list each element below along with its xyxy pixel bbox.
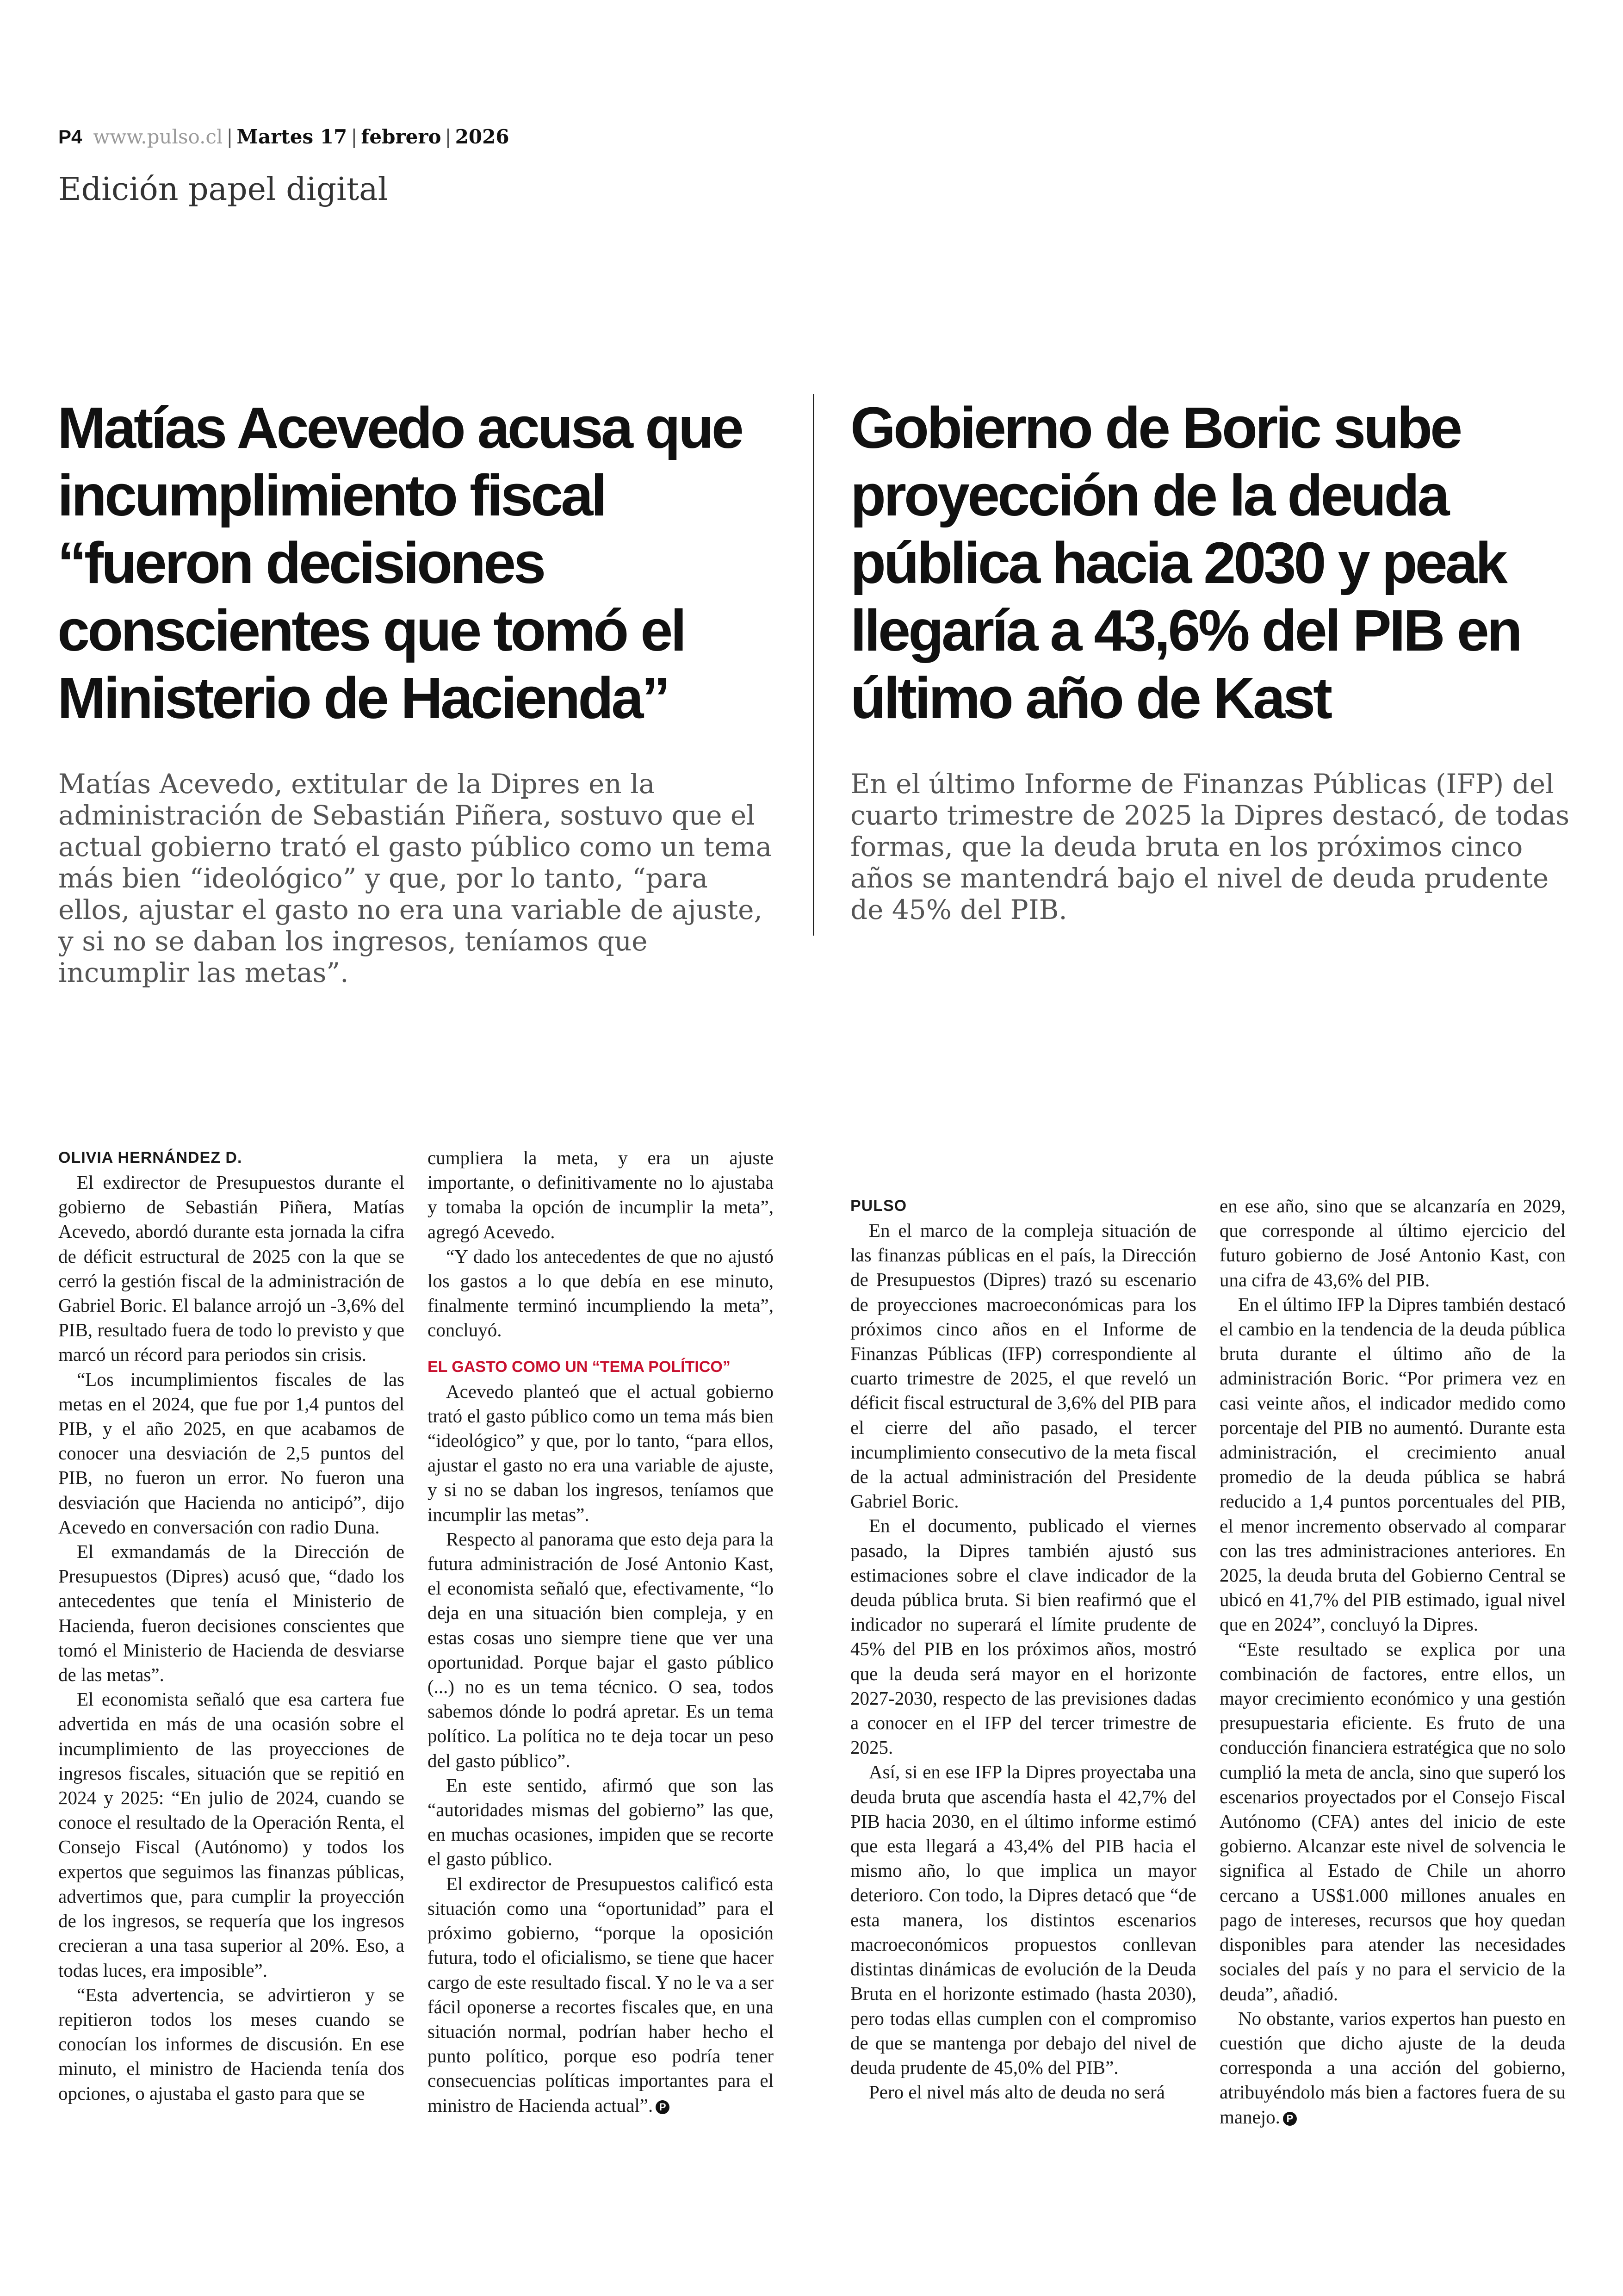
edition-label: Edición papel digital xyxy=(58,171,388,208)
paragraph: El exdirector de Presupuestos durante el gobierno de Sebastián Piñera, Matías Acevedo, abordó durante esta jornada la cifra de déficit estructural de 2025 con la que se cerró la gestión fiscal de la administración de Gabriel Boric. El balance arrojó un -3,6% del PIB, resultado fuera de todo lo previsto y que marcó un récord para periodos sin crisis. xyxy=(58,1172,404,1365)
paragraph: En el documento, publicado el viernes pasado, la Dipres también ajustó sus estimaciones sobre el clave indicador de la deuda pública bruta. Si bien reafirmó que el indicador no superará el límite prudente de 45% del PIB en los próximos años, mostró que la deuda será mayor en el horizonte 2027-2030, respecto de las previsiones dadas a conocer en el IFP del tercer trimestre de 2025. xyxy=(850,1515,1196,1758)
right-article-column-2 xyxy=(1220,1194,1566,2129)
end-mark-icon: P xyxy=(656,2100,669,2114)
date-year: 2026 xyxy=(455,125,509,148)
paragraph-text: El exdirector de Presupuestos calificó esta situación como una “oportunidad” para el próximo gobierno, “porque la oposición futura, todo el oficialismo, se tiene que hacer cargo de este resultado fiscal. Y no le va a ser fácil oponerse a recortes fiscales que, en una situación normal, podrían haber hecho el punto político, porque eso podría tener consecuencias políticas importantes para el ministro de Hacienda actual”. xyxy=(427,1873,774,2116)
column-divider xyxy=(813,394,814,936)
paragraph: “Los incumplimientos fiscales de las metas en el 2024, que fue por 1,4 puntos del PIB, y el año 2025, en que acabamos de conocer una desviación de 2,5 puntos del PIB, no fueron un error. No fueron una desviación que Hacienda no anticipó”, dijo Acevedo en conversación con radio Duna. xyxy=(58,1368,404,1538)
date-weekday: Martes 17 xyxy=(236,125,347,148)
paragraph xyxy=(1220,2006,1566,2129)
left-headline: Matías Acevedo acusa que incumplimiento fiscal “fueron decisiones conscientes que tomó el Ministerio de Hacienda” xyxy=(57,395,742,731)
left-article-column-1 xyxy=(58,1146,404,2106)
paragraph: Así, si en ese IFP la Dipres proyectaba una deuda bruta que ascendía hasta el 42,7% del PIB hacia 2030, en el último informe estimó que esta llegará a 43,4% del PIB hacia el mismo año, lo que implica un mayor deterioro. Con todo, la Dipres detacó que “de esta manera, los distintos escenarios macroeconómicos propuestos conllevan distintas dinámicas de evolución de la Deuda Bruta en el horizonte estimado (hasta 2030), pero todas ellas cumplen con el compromiso de que se mantenga por debajo del nivel de deuda prudente de 45,0% del PIB”. xyxy=(850,1761,1196,2078)
paragraph: Respecto al panorama que esto deja para la futura administración de José Antonio Kast, el economista señaló que, efectivamente, “lo deja en una situación bien compleja, y en estas cosas uno siempre tiene que ver una oportunidad. Porque bajar el gasto público (...) no es un tema técnico. O sea, todos sabemos dónde lo podrá apretar. Es un tema político. La política no te deja tocar un peso del gasto público”. xyxy=(427,1528,774,1771)
paragraph: En el marco de la compleja situación de las finanzas públicas en el país, la Dirección de Presupuestos (Dipres) trazó su escenario de proyecciones macroeconómicas para los próximos cinco años en el Informe de Finanzas Públicas (IFP) correspondiente al cuarto trimestre de 2025, el que reveló un déficit fiscal estructural de 3,6% del PIB para el cierre del año pasado, el tercer incumplimiento consecutivo de la meta fiscal de la actual administración del Presidente Gabriel Boric. xyxy=(850,1220,1196,1512)
paragraph: en ese año, sino que se alcanzaría en 2029, que corresponde al último ejercicio del futuro gobierno de José Antonio Kast, con una cifra de 43,6% del PIB. xyxy=(1220,1195,1566,1291)
paragraph: “Y dado los antecedentes de que no ajustó los gastos a lo que debía en ese minuto, finalmente terminó incumpliendo la meta”, concluyó. xyxy=(427,1245,774,1341)
paragraph: Pero el nivel más alto de deuda no será xyxy=(869,2081,1165,2103)
left-article-column-2 xyxy=(427,1146,774,2118)
left-deck: Matías Acevedo, extitular de la Dipres en la administración de Sebastián Piñera, sostuvo que el actual gobierno trató el gasto público como un tema más bien “ideológico” y que, por lo tanto, “para ellos, ajustar el gasto no era una variable de ajuste, y si no se daban los ingresos, teníamos que incumplir las metas”. xyxy=(58,768,772,988)
paragraph: En este sentido, afirmó que son las “autoridades mismas del gobierno” las que, en muchas ocasiones, impiden que se recorte el gasto público. xyxy=(427,1774,774,1870)
paragraph: El exmandamás de la Dirección de Presupuestos (Dipres) acusó que, “dado los antecedentes que tenía el Ministerio de Hacienda, fueron decisiones conscientes que tomó el Ministerio de Hacienda de desviarse de las metas”. xyxy=(58,1541,404,1686)
page-number: P4 xyxy=(58,126,82,148)
paragraph: “Este resultado se explica por una combinación de factores, entre ellos, un mayor crecimiento económico y una gestión presupuestaria eficiente. Es fruto de una conducción financiera estratégica que no solo cumplió la meta de ancla, sino que superó los escenarios proyectados por el Consejo Fiscal Autónomo (CFA) antes del inicio de este gobierno. Alcanzar este nivel de solvencia le significa al Estado de Chile un ahorro cercano a US$1.000 millones anuales en pago de intereses, recursos que hoy quedan disponibles para atender las necesidades sociales del país y no para el servicio de la deuda”, añadió. xyxy=(1220,1638,1566,2004)
right-byline: PULSO xyxy=(850,1197,907,1215)
left-byline: OLIVIA HERNÁNDEZ D. xyxy=(58,1149,242,1167)
paragraph-text: No obstante, varios expertos han puesto en cuestión que dicho ajuste de la deuda corresponda a una acción del gobierno, atribuyéndolo más bien a factores fuera de su manejo. xyxy=(1220,2007,1566,2128)
paragraph: “Esta advertencia, se advirtieron y se repitieron todos los meses cuando se conocían los informes de discusión. En ese minuto, el ministro de Hacienda tenía dos opciones, o ajustaba el gasto para que se xyxy=(58,1984,404,2104)
paragraph xyxy=(427,1872,774,2118)
date-month: febrero xyxy=(361,125,441,148)
site-url[interactable]: www.pulso.cl xyxy=(93,125,223,148)
paragraph: cumpliera la meta, y era un ajuste importante, o definitivamente no lo ajustaba y tomaba la opción de incumplir la meta”, agregó Acevedo. xyxy=(427,1147,774,1242)
paragraph: En el último IFP la Dipres también destacó el cambio en la tendencia de la deuda pública bruta durante el último año de la administración Boric. “Por primera vez en casi veinte años, el indicador medido como porcentaje del PIB no aumentó. Durante esta administración, el crecimiento anual promedio de la deuda pública se habrá reducido a 1,4 puntos porcentuales del PIB, el menor incremento observado al comparar con las tres administraciones anteriores. En 2025, la deuda bruta del Gobierno Central se ubicó en 41,7% del PIB estimado, igual nivel que en 2024”, concluyó la Dipres. xyxy=(1220,1293,1566,1635)
section-subhead: EL GASTO COMO UN “TEMA POLÍTICO” xyxy=(427,1358,731,1376)
page-header: P4 www.pulso.cl | Martes 17 | febrero | 2026 xyxy=(58,125,509,148)
right-article-column-1 xyxy=(850,1194,1196,2104)
right-deck: En el último Informe de Finanzas Públicas (IFP) del cuarto trimestre de 2025 la Dipres destacó, de todas formas, que la deuda bruta en los próximos cinco años se mantendrá bajo el nivel de deuda prudente de 45% del PIB. xyxy=(850,768,1570,925)
paragraph: El economista señaló que esa cartera fue advertida en más de una ocasión sobre el incumplimiento de las proyecciones de ingresos fiscales, situación que se repitió en 2024 y 2025: “En julio de 2024, cuando se conoce el resultado de la Operación Renta, el Consejo Fiscal (Autónomo) y todos los expertos que seguimos las finanzas públicas, advertimos que, para cumplir la proyección de los ingresos, se requería que los ingresos crecieran a una tasa superior al 20%. Eso, a todas luces, era imposible”. xyxy=(58,1688,404,1981)
right-headline: Gobierno de Boric sube proyección de la deuda pública hacia 2030 y peak llegaría a 43,6% del PIB en último año de Kast xyxy=(850,395,1520,731)
paragraph: Acevedo planteó que el actual gobierno trató el gasto público como un tema más bien “ideológico” y que, por lo tanto, “para ellos, ajustar el gasto no era una variable de ajuste, y si no se daban los ingresos, teníamos que incumplir las metas”. xyxy=(427,1380,774,1525)
end-mark-icon: P xyxy=(1283,2112,1297,2126)
